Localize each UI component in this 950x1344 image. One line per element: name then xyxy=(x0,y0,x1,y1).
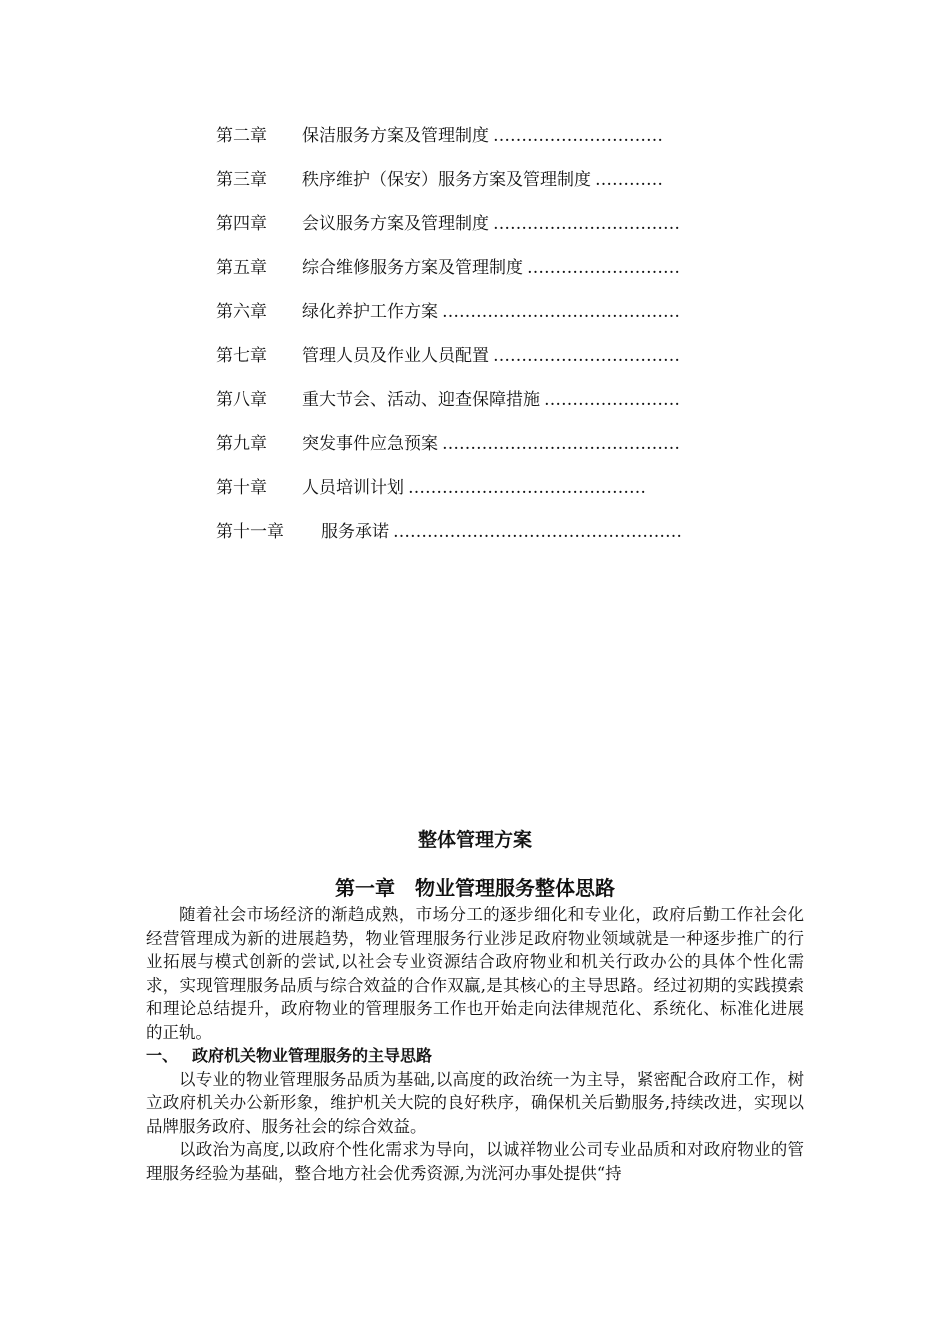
toc-leader-dots: ………… xyxy=(595,170,663,190)
toc-leader-dots: …………………… xyxy=(544,390,680,410)
toc-leader-dots: ………………………… xyxy=(493,126,663,146)
toc-chapter-title: 人员培训计划 xyxy=(302,478,404,498)
toc-row xyxy=(216,342,746,386)
toc-chapter-title: 综合维修服务方案及管理制度 xyxy=(302,258,523,278)
table-of-contents xyxy=(216,122,746,562)
toc-row xyxy=(216,298,746,342)
section-title: 政府机关物业管理服务的主导思路 xyxy=(192,1046,433,1065)
section-heading xyxy=(146,1044,804,1068)
toc-row xyxy=(216,210,746,254)
toc-chapter-number: 第十一章 xyxy=(216,522,284,542)
toc-chapter-title: 保洁服务方案及管理制度 xyxy=(302,126,489,146)
toc-leader-dots: …………………………………… xyxy=(408,478,646,498)
toc-chapter-title: 服务承诺 xyxy=(321,522,389,542)
toc-row xyxy=(216,474,746,518)
toc-chapter-number: 第三章 xyxy=(216,170,267,190)
toc-row xyxy=(216,122,746,166)
chapter-heading: 第一章 物业管理服务整体思路 xyxy=(335,876,615,900)
toc-chapter-number: 第十章 xyxy=(216,478,267,498)
toc-chapter-number: 第五章 xyxy=(216,258,267,278)
toc-leader-dots: …………………………………… xyxy=(442,302,680,322)
toc-leader-dots: …………………………… xyxy=(493,214,680,234)
document-title: 整体管理方案 xyxy=(417,829,532,851)
toc-chapter-number: 第六章 xyxy=(216,302,267,322)
toc-leader-dots: …………………………… xyxy=(493,346,680,366)
toc-row xyxy=(216,430,746,474)
toc-leader-dots: ……………………… xyxy=(527,258,680,278)
toc-chapter-title: 绿化养护工作方案 xyxy=(302,302,438,322)
toc-chapter-title: 会议服务方案及管理制度 xyxy=(302,214,489,234)
toc-chapter-title: 重大节会、活动、迎查保障措施 xyxy=(302,390,540,410)
toc-chapter-title: 突发事件应急预案 xyxy=(302,434,438,454)
toc-leader-dots: …………………………………………… xyxy=(393,522,682,542)
toc-chapter-number: 第七章 xyxy=(216,346,267,366)
paragraph: 以专业的物业管理服务品质为基础,以高度的政治统一为主导，紧密配合政府工作，树立政府机关办公新形象，维护机关大院的良好秩序，确保机关后勤服务,持续改进，实现以品牌服务政府、服务社会的综合效益。 xyxy=(146,1069,804,1136)
paragraph: 以政治为高度,以政府个性化需求为导向，以诚祥物业公司专业品质和对政府物业的管理服务经验为基础，整合地方社会优秀资源,为洸河办事处提供“持 xyxy=(146,1140,804,1183)
toc-row xyxy=(216,166,746,210)
toc-chapter-number: 第四章 xyxy=(216,214,267,234)
toc-row xyxy=(216,254,746,298)
toc-chapter-number: 第八章 xyxy=(216,390,267,410)
body-text xyxy=(146,903,804,1185)
toc-chapter-number: 第二章 xyxy=(216,126,267,146)
section-number: 一、 xyxy=(146,1046,179,1065)
toc-chapter-title: 管理人员及作业人员配置 xyxy=(302,346,489,366)
toc-row xyxy=(216,518,746,562)
toc-chapter-number: 第九章 xyxy=(216,434,267,454)
paragraph: 随着社会市场经济的渐趋成熟，市场分工的逐步细化和专业化，政府后勤工作社会化经营管理成为新的进展趋势，物业管理服务行业涉足政府物业领域就是一种逐步推广的行业拓展与模式创新的尝试,以社会专业资源结合政府物业和机关行政办公的具体个性化需求，实现管理服务品质与综合效益的合作双赢,是其核心的主导思路。经过初期的实践摸索和理论总结提升，政府物业的管理服务工作也开始走向法律规范化、系统化、标准化进展的正轨。 xyxy=(146,905,804,1042)
toc-leader-dots: …………………………………… xyxy=(442,434,680,454)
toc-row xyxy=(216,386,746,430)
toc-chapter-title: 秩序维护（保安）服务方案及管理制度 xyxy=(302,170,591,190)
